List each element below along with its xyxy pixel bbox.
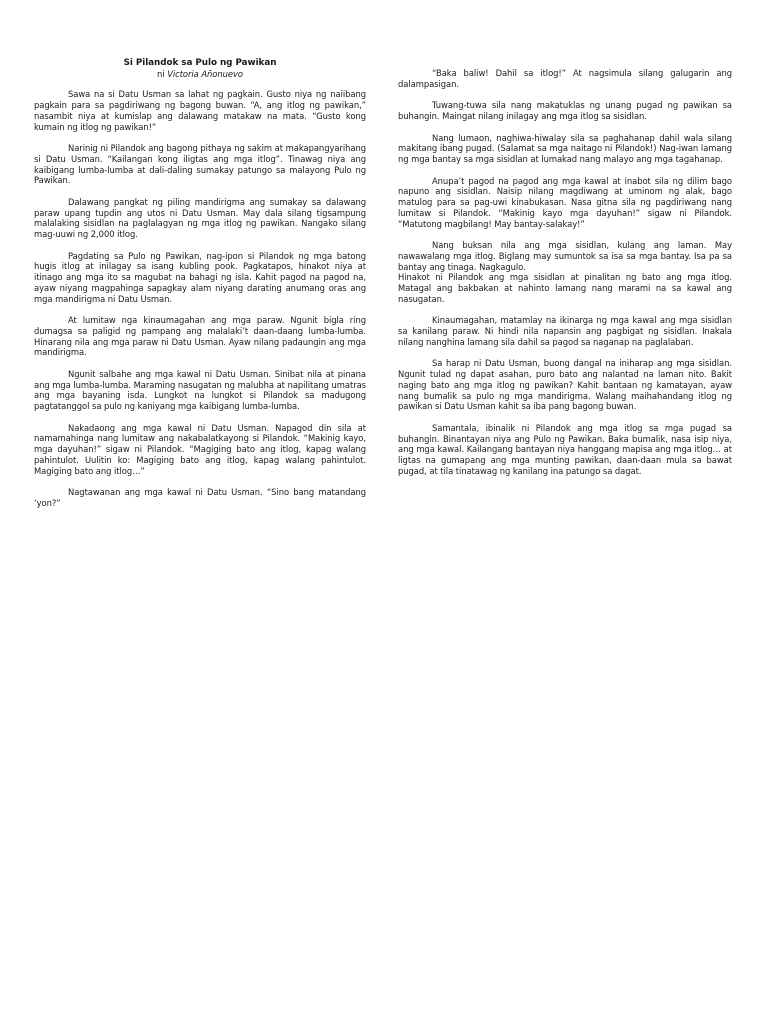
paragraph: Sawa na si Datu Usman sa lahat ng pagkain. Gusto niya ng naiibang pagkain para sa pagdiriwang ng bagong buwan. “A, ang itlog ng pawikan,” nasambit niya at kumislap ang dalawang matakaw na mata. “Gusto kong kumain ng itlog ng pawikan!” [34,89,366,132]
paragraph: Narinig ni Pilandok ang bagong pithaya ng sakim at makapangyarihang si Datu Usman. “Kailangan kong iligtas ang mga itlog”. Tinawag niya ang kaibigang lumba-lumba at dali-daling sumakay patungo sa malayong Pulo ng Pawikan. [34,143,366,186]
paragraph: Samantala, ibinalik ni Pilandok ang mga itlog sa mga pugad sa buhangin. Binantayan niya ang Pulo ng Pawikan. Baka bumalik, nasa isip niya, ang mga kawal. Kailangang bantayan niya hanggang mapisa ang mga itlog… at ligtas na gumapang ang mga munting pawikan, daan-daan mula sa bawat pugad, at tila tinatawag ng kanilang ina patungo sa dagat. [398,422,732,476]
byline [34,69,366,80]
right-column [398,68,732,487]
left-column [34,58,366,519]
paragraph: Tuwang-tuwa sila nang makatuklas ng unang pugad ng pawikan sa buhangin. Maingat nilang inilagay ang mga itlog sa sisidlan. [398,100,732,121]
paragraph: Nakadaong ang mga kawal ni Datu Usman. Napagod din sila at namamahinga nang lumitaw ang nakabalatkayong si Pilandok. “Makinig kayo, mga dayuhan!” sigaw ni Pilandok. “Magiging bato ang itlog, kapag walang pahintulot. Uulitin ko: Magiging bato ang itlog, kapag walang pahintulot. Magiging bato ang itlog…” [34,422,366,476]
paragraph: Pagdating sa Pulo ng Pawikan, nag-ipon si Pilandok ng mga batong hugis itlog at inilagay sa isang kubling pook. Pagkatapos, hinakot niya at itinago ang mga ito sa magubat na bahagi ng isla. Kahit pagod na pagod na, ayaw niyang magpahinga sapagkay alam niyang darating anumang oras ang mga mandirigma ni Datu Usman. [34,250,366,304]
paragraph: “Baka baliw! Dahil sa itlog!” At nagsimula silang galugarin ang dalampasigan. [398,68,732,89]
paragraph: Dalawang pangkat ng piling mandirigma ang sumakay sa dalawang paraw upang tupdin ang utos ni Datu Usman. May dala silang tigsampung malalaking sisidlan na paglalagyan ng mga itlog ng pawikan. Nangako silang mag-uuwi ng 2,000 itlog. [34,196,366,239]
paragraph: Nang lumaon, naghiwa-hiwalay sila sa paghahanap dahil wala silang makitang ibang pugad. (Salamat sa mga naitago ni Pilandok!) Nag-iwan lamang ng mga bantay sa mga sisidlan at lumakad nang malayo ang mga tagahanap. [398,132,732,164]
paragraph: Sa harap ni Datu Usman, buong dangal na iniharap ang mga sisidlan. Ngunit tulad ng dapat asahan, puro bato ang nalantad na laman nito. Bakit naging bato ang mga itlog ng pawikan? Kahit bantaan ng kamatayan, ayaw nang bumalik sa pulo ng mga mandirigma. Walang maihahandang itlog ng pawikan si Datu Usman kahit sa iba pang bagong buwan. [398,358,732,412]
paragraph: At lumitaw nga kinaumagahan ang mga paraw. Ngunit bigla ring dumagsa sa paligid ng pampang ang malalaki’t daan-daang lumba-lumba. Hinarang nila ang mga paraw ni Datu Usman. Ayaw nilang padaungin ang mga mandirigma. [34,315,366,358]
story-title: Si Pilandok sa Pulo ng Pawikan [123,58,277,68]
paragraph: Anupa’t pagod na pagod ang mga kawal at inabot sila ng dilim bago napuno ang sisidlan. Naisip nilang magdiwang at uminom ng alak, bago matulog para sa pag-uwi kinabukasan. Nasa gitna sila ng pagdiriwang nang lumitaw si Pilandok. “Makinig kayo mga dayuhan!” sigaw ni Pilandok. “Matutong magbilang! May bantay-salakay!” [398,175,732,229]
paragraph: Kinaumagahan, matamlay na ikinarga ng mga kawal ang mga sisidlan sa kanilang paraw. Ni hindi nila napansin ang pagbigat ng sisidlan. Inakala nilang nanghina lamang sila dahil sa pagod sa naganap na paglalaban. [398,315,732,347]
author-name: Victoria Añonuevo [167,68,243,79]
paragraph: Hinakot ni Pilandok ang mga sisidlan at pinalitan ng bato ang mga itlog. Matagal ang bakbakan at nahinto lamang nang marami na sa kawal ang nasugatan. [398,272,732,304]
paragraph: Ngunit salbahe ang mga kawal ni Datu Usman. Sinibat nila at pinana ang mga lumba-lumba. Maraming nasugatan ng malubha at napilitang umatras ang mga bayaning isda. Lungkot na lungkot si Pilandok sa madugong pagtatanggol sa pulo ng kaniyang mga kaibigang lumba-lumba. [34,368,366,411]
byline-prefix: ni [157,68,165,79]
paragraph: Nagtawanan ang mga kawal ni Datu Usman. “Sino bang matandang ‘yon?” [34,487,366,508]
paragraph: Nang buksan nila ang mga sisidlan, kulang ang laman. May nawawalang mga itlog. Biglang may sumuntok sa isa sa mga bantay. Isa pa sa bantay ang tinaga. Nagkagulo. [398,240,732,272]
